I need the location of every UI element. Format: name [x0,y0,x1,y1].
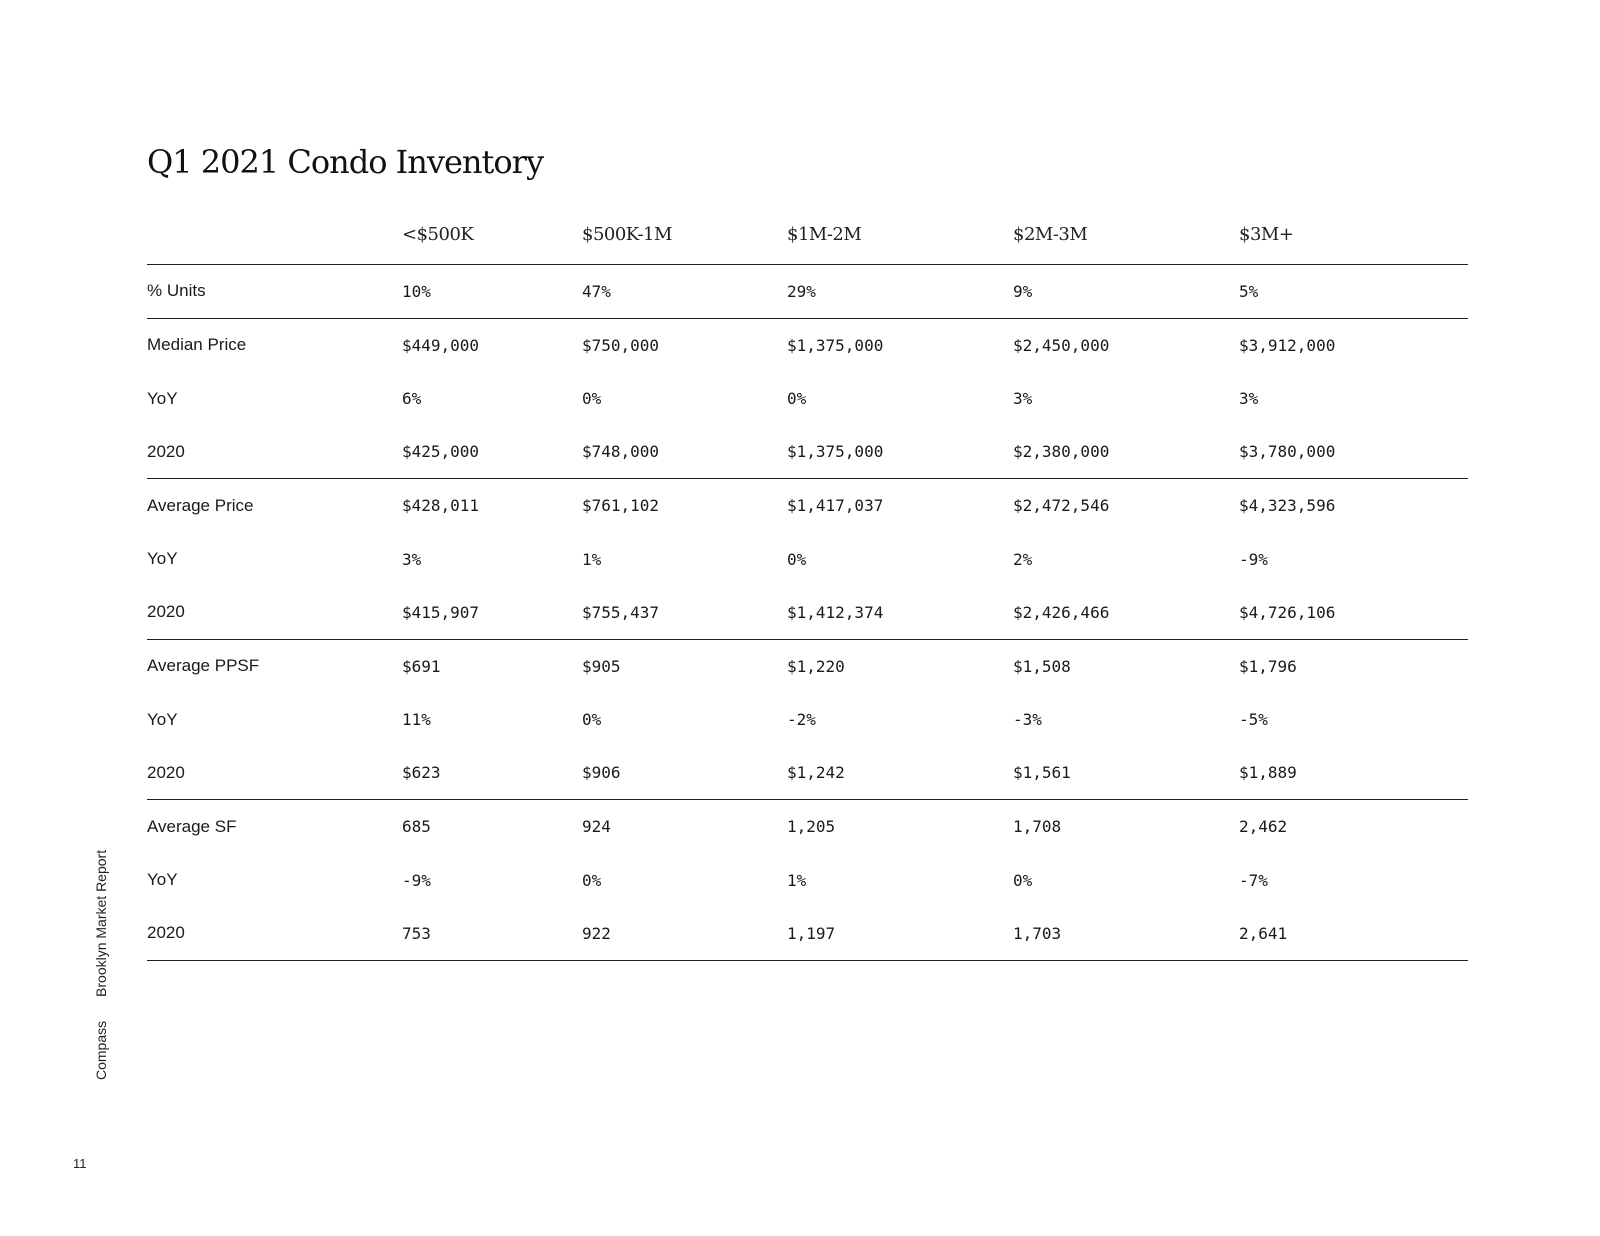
table-cell: 2,462 [1239,817,1288,837]
header-cell-500k-1m: $500K-1M [582,224,672,245]
row-label: % Units [147,281,206,301]
table-cell: 1,708 [1013,817,1062,837]
table-cell: 3% [402,549,422,569]
side-footer [93,850,109,1080]
table-cell: $905 [582,656,621,676]
page-title: Q1 2021 Condo Inventory [147,143,544,181]
table-cell: $755,437 [582,602,660,622]
table-cell: 3% [1239,389,1259,409]
header-cell-1m-2m: $1M-2M [787,224,862,245]
page-number: 11 [73,1156,87,1171]
table-cell: 753 [402,923,431,943]
row-label: YoY [147,870,178,890]
table-row [147,426,1468,480]
table-cell: 0% [1013,870,1033,890]
table-row [147,693,1468,747]
table-row [147,854,1468,908]
table-cell: $428,011 [402,496,480,516]
table-cell: $1,242 [787,763,845,783]
table-cell: $1,375,000 [787,335,884,355]
row-label: 2020 [147,923,185,943]
table-cell: 1% [787,870,807,890]
header-cell-under-500k: <$500K [402,224,474,245]
table-cell: 9% [1013,281,1033,301]
table-cell: $1,417,037 [787,496,884,516]
table-cell: $691 [402,656,441,676]
row-label: YoY [147,388,178,408]
row-label: YoY [147,549,178,569]
header-cell-3m-plus: $3M+ [1239,224,1294,245]
row-label: 2020 [147,762,185,782]
row-label: Average Price [147,495,254,515]
table-header-row [147,207,1468,265]
table-cell: 2% [1013,549,1033,569]
table-cell: $748,000 [582,442,660,462]
table-row [147,533,1468,587]
table-cell: $3,912,000 [1239,335,1336,355]
table-cell: $2,450,000 [1013,335,1110,355]
brand-name: Compass [93,1020,109,1080]
table-body [147,265,1468,961]
table-row [147,319,1468,373]
table-cell: -7% [1239,870,1268,890]
table-row [147,640,1468,694]
table-cell: 1,197 [787,923,836,943]
condo-inventory-table [147,207,1468,961]
report-name: Brooklyn Market Report [93,849,109,997]
table-cell: $3,780,000 [1239,442,1336,462]
table-cell: $906 [582,763,621,783]
row-label: Median Price [147,335,247,355]
table-cell: $1,561 [1013,763,1071,783]
header-cell-2m-3m: $2M-3M [1013,224,1088,245]
row-label: 2020 [147,602,185,622]
table-cell: -5% [1239,710,1268,730]
table-cell: $1,889 [1239,763,1297,783]
table-cell: $449,000 [402,335,480,355]
table-cell: 2,641 [1239,923,1288,943]
table-cell: $415,907 [402,602,480,622]
table-cell: 1% [582,549,602,569]
table-cell: -3% [1013,710,1042,730]
table-row [147,907,1468,961]
table-cell: $2,380,000 [1013,442,1110,462]
table-cell: $1,412,374 [787,602,884,622]
table-cell: 1,703 [1013,923,1062,943]
table-cell: $750,000 [582,335,660,355]
table-cell: $4,726,106 [1239,602,1336,622]
table-cell: $425,000 [402,442,480,462]
table-cell: $4,323,596 [1239,496,1336,516]
table-cell: 685 [402,817,431,837]
table-row [147,747,1468,801]
table-cell: $1,375,000 [787,442,884,462]
row-label: Average SF [147,816,237,836]
table-cell: 0% [582,870,602,890]
table-row [147,372,1468,426]
table-cell: 1,205 [787,817,836,837]
table-row [147,265,1468,319]
table-cell: 10% [402,281,431,301]
table-cell: -2% [787,710,816,730]
table-cell: $623 [402,763,441,783]
table-cell: -9% [402,870,431,890]
row-label: YoY [147,709,178,729]
table-cell: 11% [402,710,431,730]
table-cell: 29% [787,281,816,301]
table-cell: 0% [582,389,602,409]
table-cell: -9% [1239,549,1268,569]
table-cell: 3% [1013,389,1033,409]
table-cell: 922 [582,923,611,943]
table-cell: $761,102 [582,496,660,516]
table-row [147,586,1468,640]
row-label: 2020 [147,441,185,461]
table-cell: 0% [582,710,602,730]
table-cell: $2,472,546 [1013,496,1110,516]
row-label: Average PPSF [147,656,260,676]
table-cell: 0% [787,389,807,409]
table-row [147,800,1468,854]
table-cell: $1,220 [787,656,845,676]
table-cell: 0% [787,549,807,569]
table-cell: $1,796 [1239,656,1297,676]
table-cell: 47% [582,281,611,301]
table-cell: 5% [1239,281,1259,301]
table-cell: 6% [402,389,422,409]
table-cell: $2,426,466 [1013,602,1110,622]
table-row [147,479,1468,533]
table-cell: $1,508 [1013,656,1071,676]
table-cell: 924 [582,817,611,837]
